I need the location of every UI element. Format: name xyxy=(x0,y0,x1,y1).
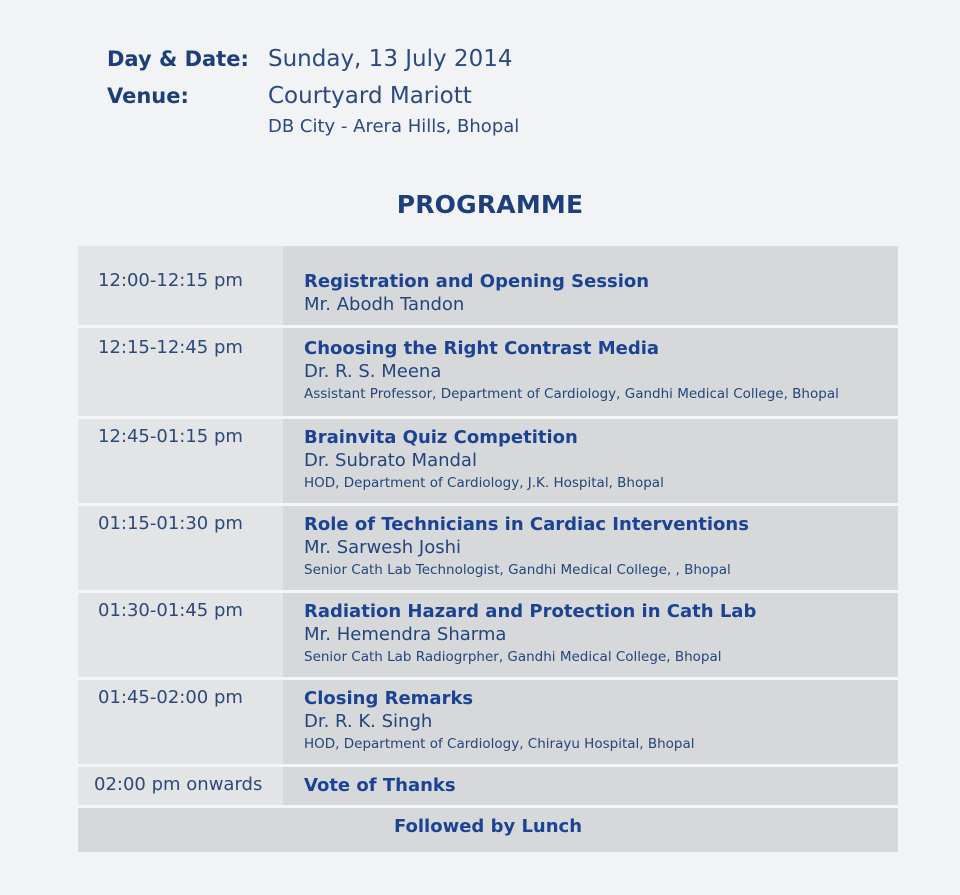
speaker-designation: HOD, Department of Cardiology, J.K. Hospital, Bhopal xyxy=(304,475,664,491)
venue-label: Venue: xyxy=(107,84,189,108)
venue-address: DB City - Arera Hills, Bhopal xyxy=(268,116,520,137)
session-time: 12:45-01:15 pm xyxy=(78,419,283,503)
session-topic: Role of Technicians in Cardiac Interventions xyxy=(304,514,749,535)
session-row xyxy=(78,328,898,419)
session-speaker: Dr. Subrato Mandal xyxy=(304,450,477,471)
speaker-designation: Assistant Professor, Department of Cardiology, Gandhi Medical College, Bhopal xyxy=(304,386,839,402)
session-details xyxy=(283,419,898,503)
programme-title: PROGRAMME xyxy=(396,190,584,219)
speaker-designation: HOD, Department of Cardiology, Chirayu Hospital, Bhopal xyxy=(304,736,695,752)
session-details xyxy=(283,506,898,590)
speaker-designation: Senior Cath Lab Radiogrpher, Gandhi Medical College, Bhopal xyxy=(304,649,722,665)
event-info xyxy=(107,46,519,137)
session-topic: Registration and Opening Session xyxy=(304,271,650,292)
session-time: 12:00-12:15 pm xyxy=(78,246,283,325)
day-date-row xyxy=(107,46,519,83)
session-speaker: Dr. R. S. Meena xyxy=(304,361,442,382)
session-details xyxy=(283,328,898,416)
session-speaker: Dr. R. K. Singh xyxy=(304,711,433,732)
session-details xyxy=(283,767,898,805)
session-time: 12:15-12:45 pm xyxy=(78,328,283,416)
session-speaker: Mr. Abodh Tandon xyxy=(304,294,465,315)
session-time: 01:15-01:30 pm xyxy=(78,506,283,590)
session-time: 02:00 pm onwards xyxy=(78,767,283,805)
session-details xyxy=(283,680,898,764)
session-row xyxy=(78,506,898,593)
day-date-label: Day & Date: xyxy=(107,47,249,71)
venue-name: Courtyard Mariott xyxy=(268,83,472,109)
session-time: 01:30-01:45 pm xyxy=(78,593,283,677)
session-row xyxy=(78,767,898,808)
lunch-footer: Followed by Lunch xyxy=(78,808,898,852)
session-topic: Vote of Thanks xyxy=(304,775,456,796)
session-details xyxy=(283,246,898,325)
session-topic: Brainvita Quiz Competition xyxy=(304,427,578,448)
session-topic: Closing Remarks xyxy=(304,688,474,709)
session-speaker: Mr. Hemendra Sharma xyxy=(304,624,507,645)
session-speaker: Mr. Sarwesh Joshi xyxy=(304,537,461,558)
day-date-value: Sunday, 13 July 2014 xyxy=(268,46,513,72)
programme-table xyxy=(78,246,898,852)
speaker-designation: Senior Cath Lab Technologist, Gandhi Medical College, , Bhopal xyxy=(304,562,731,578)
venue-row xyxy=(107,83,519,120)
session-topic: Radiation Hazard and Protection in Cath Lab xyxy=(304,601,757,622)
session-row xyxy=(78,593,898,680)
session-time: 01:45-02:00 pm xyxy=(78,680,283,764)
session-row xyxy=(78,246,898,328)
session-row xyxy=(78,419,898,506)
session-topic: Choosing the Right Contrast Media xyxy=(304,338,660,359)
session-details xyxy=(283,593,898,677)
session-row xyxy=(78,680,898,767)
